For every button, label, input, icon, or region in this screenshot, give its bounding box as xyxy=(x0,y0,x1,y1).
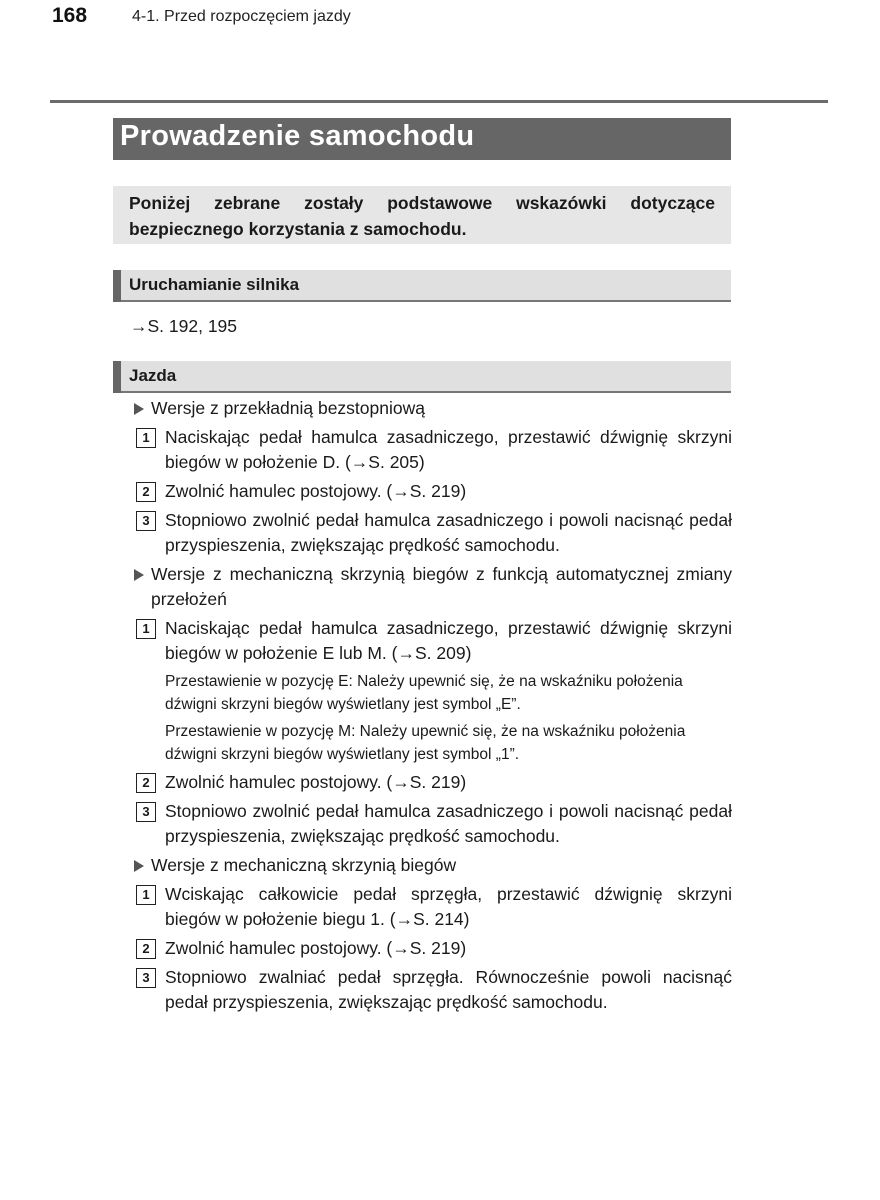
driving-instructions xyxy=(132,396,732,1019)
page-number: 168 xyxy=(52,4,88,27)
step-item: 3 Stopniowo zwolnić pedał hamulca zasadniczego i powoli nacisnąć pedał przyspieszenia, zwiększając prędkość samochodu. xyxy=(132,799,732,849)
step-item: 2 Zwolnić hamulec postojowy. (→S. 219) xyxy=(132,770,732,795)
step-note: Przestawienie w pozycję E: Należy upewnić się, że na wskaźniku położenia dźwigni skrzyni biegów wyświetlany jest symbol „E”. xyxy=(165,673,683,713)
section-title: Jazda xyxy=(129,366,177,385)
page-title: Prowadzenie samochodu xyxy=(120,120,475,152)
page-reference-link[interactable]: →S. 192, 195 xyxy=(130,316,238,336)
step-number-box: 3 xyxy=(136,802,156,822)
section-title: Uruchamianie silnika xyxy=(129,275,300,294)
section-heading-engine-start xyxy=(113,270,731,302)
page-title-bar xyxy=(113,118,731,160)
section-heading-driving xyxy=(113,361,731,393)
version-heading: Wersje z przekładnią bezstopniową xyxy=(132,396,732,421)
step-number-box: 1 xyxy=(136,885,156,905)
version-heading: Wersje z mechaniczną skrzynią biegów xyxy=(132,853,732,878)
step-item: 3 Stopniowo zwolnić pedał hamulca zasadniczego i powoli nacisnąć pedał przyspieszenia, zwiększając prędkość samochodu. xyxy=(132,508,732,558)
step-item: 1 Naciskając pedał hamulca zasadniczego, przestawić dźwignię skrzyni biegów w położenie E lub M. (→S. 209) xyxy=(132,616,732,666)
triangle-bullet-icon xyxy=(134,569,144,581)
step-item: 1 Wciskając całkowicie pedał sprzęgła, przestawić dźwignię skrzyni biegów w położenie biegu 1. (→S. 214) xyxy=(132,882,732,932)
page-header xyxy=(50,66,828,103)
step-number-box: 3 xyxy=(136,968,156,988)
step-item: 1 Naciskając pedał hamulca zasadniczego, przestawić dźwignię skrzyni biegów w położenie D. (→S. 205) xyxy=(132,425,732,475)
step-note: Przestawienie w pozycję M: Należy upewnić się, że na wskaźniku położenia dźwigni skrzyni biegów wyświetlany jest symbol „1”. xyxy=(165,723,686,763)
step-number-box: 1 xyxy=(136,428,156,448)
step-item: 3 Stopniowo zwalniać pedał sprzęgła. Równocześnie powoli nacisnąć pedał przyspieszenia, zwiększając prędkość samochodu. xyxy=(132,965,732,1015)
step-number-box: 2 xyxy=(136,939,156,959)
intro-text: Poniżej zebrane zostały podstawowe wskazówki dotyczące bezpiecznego korzystania z samochodu. xyxy=(129,193,715,239)
step-number-box: 3 xyxy=(136,511,156,531)
step-number-box: 2 xyxy=(136,773,156,793)
step-item: 2 Zwolnić hamulec postojowy. (→S. 219) xyxy=(132,479,732,504)
version-heading: Wersje z mechaniczną skrzynią biegów z funkcją automatycznej zmiany przełożeń xyxy=(132,562,732,612)
breadcrumb: 4-1. Przed rozpoczęciem jazdy xyxy=(132,8,351,25)
step-number-box: 1 xyxy=(136,619,156,639)
triangle-bullet-icon xyxy=(134,860,144,872)
step-item: 2 Zwolnić hamulec postojowy. (→S. 219) xyxy=(132,936,732,961)
intro-box xyxy=(113,186,731,244)
step-number-box: 2 xyxy=(136,482,156,502)
triangle-bullet-icon xyxy=(134,403,144,415)
